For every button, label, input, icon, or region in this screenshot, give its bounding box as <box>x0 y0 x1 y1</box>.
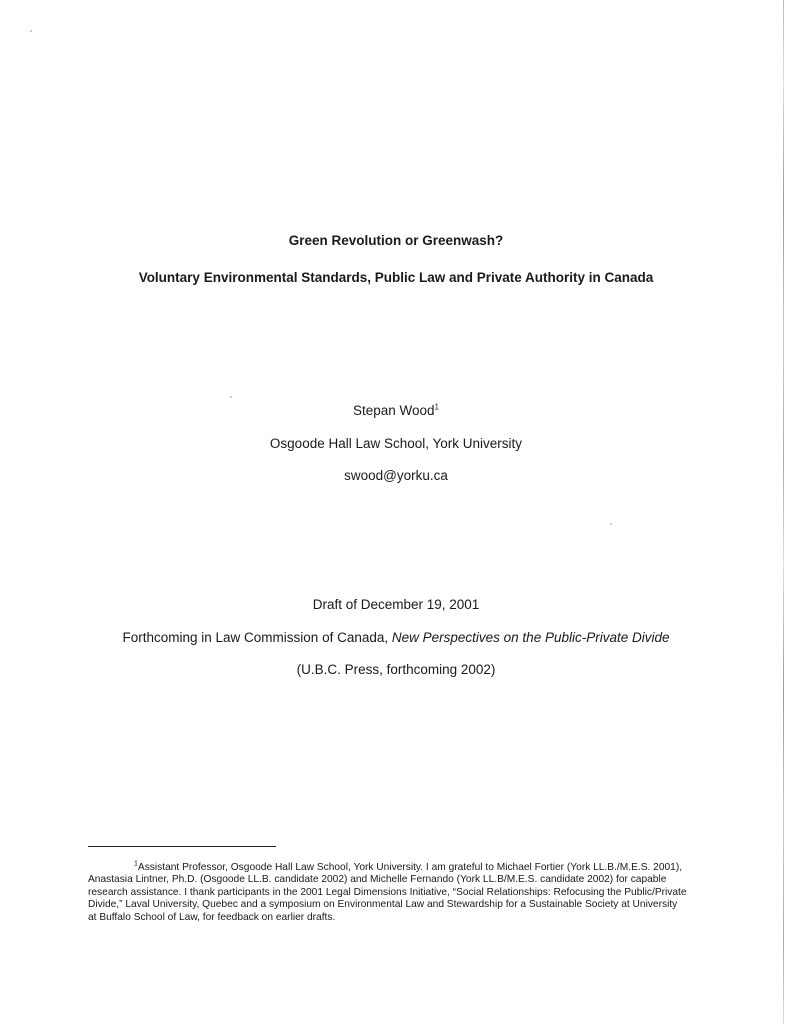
footnote-text: Assistant Professor, Osgoode Hall Law School, York University. I am grateful to Michael Fortier (York LL.B./M.E.S. 2001), Anastasia Lintner, Ph.D. (Osgoode LL.B. candidate 2002) and Michelle Fernando (York LL.B/M.E.S. candidate 2002) for capable research assistance. I thank participants in the 2001 Legal Dimensions Initiative, “Social Relationships: Refocusing the Public/Private Divide,” Laval University, Quebec and a symposium on Environmental Law and Stewardship for a Sustainable Society at University at Buffalo School of Law, for feedback on earlier drafts. <box>88 862 687 923</box>
scan-edge-line <box>783 0 784 1024</box>
document-subtitle: Voluntary Environmental Standards, Public Law and Private Authority in Canada <box>138 270 654 285</box>
forthcoming-line <box>0 630 792 645</box>
footnote <box>88 862 688 924</box>
footnote-separator <box>88 846 276 847</box>
author-email: swood@yorku.ca <box>344 468 448 483</box>
scan-speck <box>30 30 32 32</box>
scan-speck <box>610 523 612 525</box>
forthcoming-book-title: New Perspectives on the Public-Private Divide <box>391 630 670 645</box>
author-name: Stepan Wood <box>352 403 435 418</box>
footnote-body <box>88 862 688 924</box>
author-footnote-marker: 1 <box>434 402 439 412</box>
author-affiliation: Osgoode Hall Law School, York University <box>269 436 523 451</box>
author-line <box>0 403 792 418</box>
forthcoming-prefix: Forthcoming in Law Commission of Canada, <box>122 630 392 645</box>
scan-speck <box>230 396 232 398</box>
publisher-line: (U.B.C. Press, forthcoming 2002) <box>296 662 496 677</box>
draft-date: Draft of December 19, 2001 <box>312 597 480 612</box>
document-title: Green Revolution or Greenwash? <box>288 233 504 248</box>
footnote-marker: 1 <box>134 860 138 868</box>
